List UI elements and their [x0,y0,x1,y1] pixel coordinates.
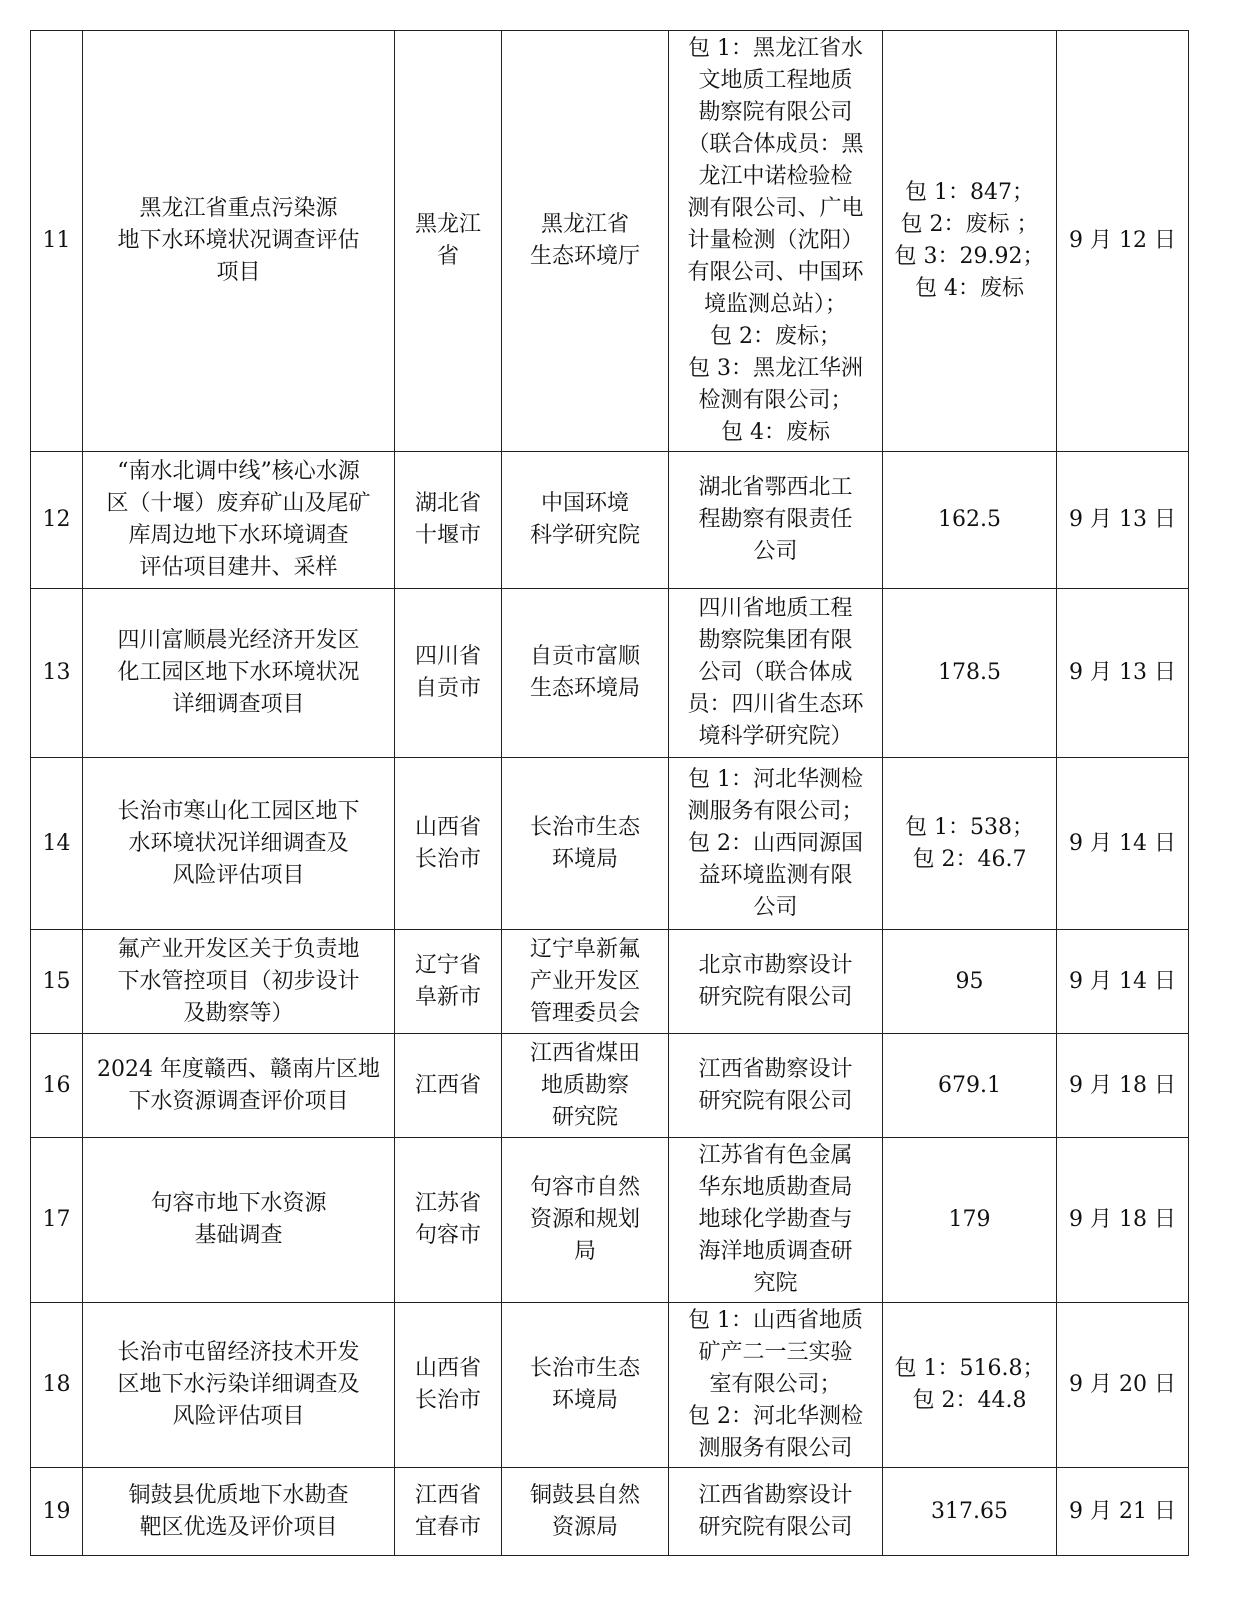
table-row [31,1034,1189,1138]
purchaser: 长治市生态 环境局 [502,1303,669,1468]
announcement-date: 9 月 14 日 [1057,758,1189,930]
row-number: 15 [31,930,83,1034]
winning-bidder: 江西省勘察设计 研究院有限公司 [669,1034,883,1138]
winning-bidder: 江苏省有色金属 华东地质勘查局 地球化学勘查与 海洋地质调查研 究院 [669,1138,883,1303]
row-number: 13 [31,589,83,758]
row-number: 11 [31,31,83,452]
purchaser: 长治市生态 环境局 [502,758,669,930]
region: 山西省 长治市 [395,758,502,930]
region: 江苏省 句容市 [395,1138,502,1303]
region: 江西省 宜春市 [395,1468,502,1556]
project-name: 2024 年度赣西、赣南片区地 下水资源调查评价项目 [83,1034,395,1138]
announcement-date: 9 月 13 日 [1057,589,1189,758]
bid-amount: 包 1：516.8； 包 2：44.8 [883,1303,1057,1468]
bid-amount: 179 [883,1138,1057,1303]
bid-amount: 162.5 [883,452,1057,589]
purchaser: 自贡市富顺 生态环境局 [502,589,669,758]
bid-amount: 317.65 [883,1468,1057,1556]
region: 山西省 长治市 [395,1303,502,1468]
region: 四川省 自贡市 [395,589,502,758]
region: 江西省 [395,1034,502,1138]
bid-amount: 679.1 [883,1034,1057,1138]
results-table [30,30,1189,1556]
bid-amount: 包 1：847； 包 2：废标 ； 包 3：29.92； 包 4：废标 [883,31,1057,452]
bid-amount: 包 1：538； 包 2：46.7 [883,758,1057,930]
announcement-date: 9 月 20 日 [1057,1303,1189,1468]
winning-bidder: 湖北省鄂西北工 程勘察有限责任 公司 [669,452,883,589]
project-name: “南水北调中线”核心水源 区（十堰）废弃矿山及尾矿 库周边地下水环境调查 评估项目建井、采样 [83,452,395,589]
table-row [31,1468,1189,1556]
purchaser: 辽宁阜新氟 产业开发区 管理委员会 [502,930,669,1034]
announcement-date: 9 月 18 日 [1057,1138,1189,1303]
purchaser: 中国环境 科学研究院 [502,452,669,589]
winning-bidder: 江西省勘察设计 研究院有限公司 [669,1468,883,1556]
table-row [31,1138,1189,1303]
purchaser: 句容市自然 资源和规划 局 [502,1138,669,1303]
announcement-date: 9 月 12 日 [1057,31,1189,452]
announcement-date: 9 月 13 日 [1057,452,1189,589]
region: 辽宁省 阜新市 [395,930,502,1034]
bid-amount: 95 [883,930,1057,1034]
project-name: 四川富顺晨光经济开发区 化工园区地下水环境状况 详细调查项目 [83,589,395,758]
winning-bidder: 包 1：黑龙江省水 文地质工程地质 勘察院有限公司 （联合体成员：黑 龙江中诺检验检 测有限公司、广电 计量检测（沈阳） 有限公司、中国环 境监测总站）； 包 2：废标； 包 3：黑龙江华洲 检测有限公司； 包 4：废标 [669,31,883,452]
winning-bidder: 包 1：山西省地质 矿产二一三实验 室有限公司； 包 2：河北华测检 测服务有限公司 [669,1303,883,1468]
project-name: 氟产业开发区关于负责地 下水管控项目（初步设计 及勘察等） [83,930,395,1034]
table-row [31,930,1189,1034]
row-number: 14 [31,758,83,930]
announcement-date: 9 月 14 日 [1057,930,1189,1034]
winning-bidder: 北京市勘察设计 研究院有限公司 [669,930,883,1034]
row-number: 12 [31,452,83,589]
winning-bidder: 四川省地质工程 勘察院集团有限 公司（联合体成 员：四川省生态环 境科学研究院） [669,589,883,758]
announcement-date: 9 月 21 日 [1057,1468,1189,1556]
table-row [31,31,1189,452]
table-row [31,589,1189,758]
row-number: 18 [31,1303,83,1468]
row-number: 16 [31,1034,83,1138]
project-name: 句容市地下水资源 基础调查 [83,1138,395,1303]
purchaser: 黑龙江省 生态环境厅 [502,31,669,452]
row-number: 19 [31,1468,83,1556]
purchaser: 江西省煤田 地质勘察 研究院 [502,1034,669,1138]
table-row [31,452,1189,589]
table-row [31,1303,1189,1468]
announcement-date: 9 月 18 日 [1057,1034,1189,1138]
project-name: 长治市屯留经济技术开发 区地下水污染详细调查及 风险评估项目 [83,1303,395,1468]
region: 黑龙江 省 [395,31,502,452]
project-name: 长治市寒山化工园区地下 水环境状况详细调查及 风险评估项目 [83,758,395,930]
winning-bidder: 包 1：河北华测检 测服务有限公司； 包 2：山西同源国 益环境监测有限 公司 [669,758,883,930]
bid-amount: 178.5 [883,589,1057,758]
project-name: 黑龙江省重点污染源 地下水环境状况调查评估 项目 [83,31,395,452]
table-row [31,758,1189,930]
project-name: 铜鼓县优质地下水勘查 靶区优选及评价项目 [83,1468,395,1556]
region: 湖北省 十堰市 [395,452,502,589]
row-number: 17 [31,1138,83,1303]
purchaser: 铜鼓县自然 资源局 [502,1468,669,1556]
